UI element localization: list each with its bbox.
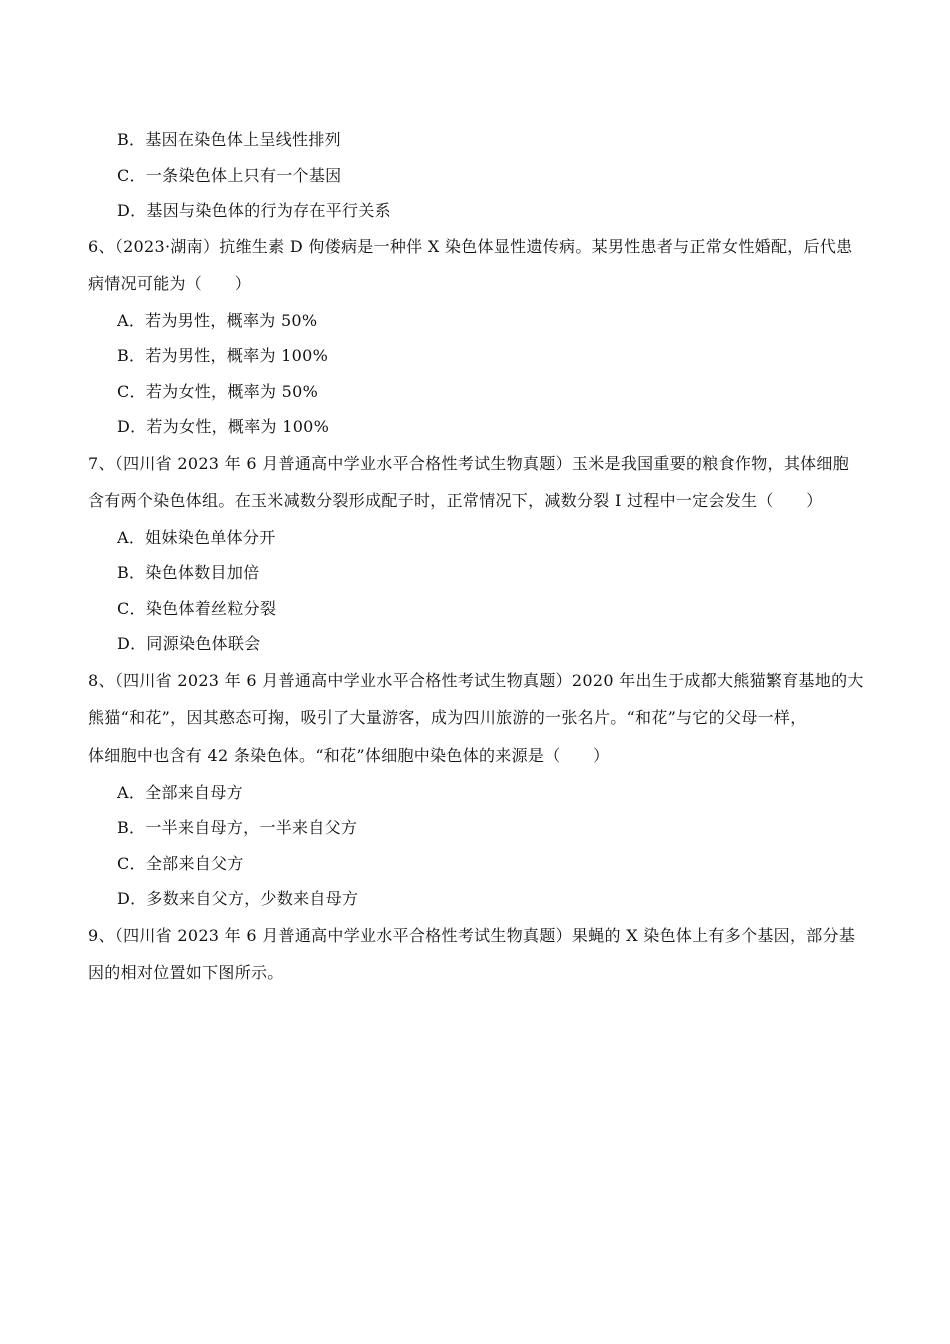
q9-stem-line-1: 9、（四川省 2023 年 6 月普通高中学业水平合格性考试生物真题）果蝇的 X 染色体上有多个基因，部分基	[88, 926, 856, 945]
q5-option-b: B．基因在染色体上呈线性排列	[117, 130, 341, 149]
q6-stem-line-1: 6、（2023·湖南）抗维生素 D 佝偻病是一种伴 X 染色体显性遗传病。某男性患者与正常女性婚配，后代患	[88, 237, 853, 256]
q5-option-c: C．一条染色体上只有一个基因	[117, 166, 342, 185]
q8-option-a: A．全部来自母方	[117, 783, 243, 802]
q7-stem-line-1: 7、（四川省 2023 年 6 月普通高中学业水平合格性考试生物真题）玉米是我国重要的粮食作物，其体细胞	[88, 454, 850, 473]
q8-stem-line-2: 熊猫“和花”，因其憨态可掬，吸引了大量游客，成为四川旅游的一张名片。“和花”与它的父母一样，	[88, 708, 807, 727]
q6-option-c: C．若为女性，概率为 50%	[117, 382, 319, 401]
q6-option-b: B．若为男性，概率为 100%	[117, 346, 329, 365]
q7-stem-line-2: 含有两个染色体组。在玉米减数分裂形成配子时，正常情况下，减数分裂 I 过程中一定会发生（ ）	[88, 491, 823, 510]
q8-option-c: C．全部来自父方	[117, 854, 244, 873]
q8-stem-line-3: 体细胞中也含有 42 条染色体。“和花”体细胞中染色体的来源是（ ）	[88, 746, 610, 765]
q9-stem-line-2: 因的相对位置如下图所示。	[88, 963, 284, 982]
q6-option-a: A．若为男性，概率为 50%	[117, 311, 318, 330]
q8-option-b: B．一半来自母方，一半来自父方	[117, 818, 358, 837]
q7-option-a: A．姐妹染色单体分开	[117, 528, 276, 547]
q7-option-d: D．同源染色体联会	[117, 634, 261, 653]
q6-stem-line-2: 病情况可能为（ ）	[88, 274, 252, 293]
q8-option-d: D．多数来自父方，少数来自母方	[117, 889, 359, 908]
q5-option-d: D．基因与染色体的行为存在平行关系	[117, 201, 391, 220]
q7-option-c: C．染色体着丝粒分裂	[117, 599, 277, 618]
q8-stem-line-1: 8、（四川省 2023 年 6 月普通高中学业水平合格性考试生物真题）2020 年出生于成都大熊猫繁育基地的大	[88, 671, 864, 690]
q6-option-d: D．若为女性，概率为 100%	[117, 417, 330, 436]
q7-option-b: B．染色体数目加倍	[117, 563, 260, 582]
